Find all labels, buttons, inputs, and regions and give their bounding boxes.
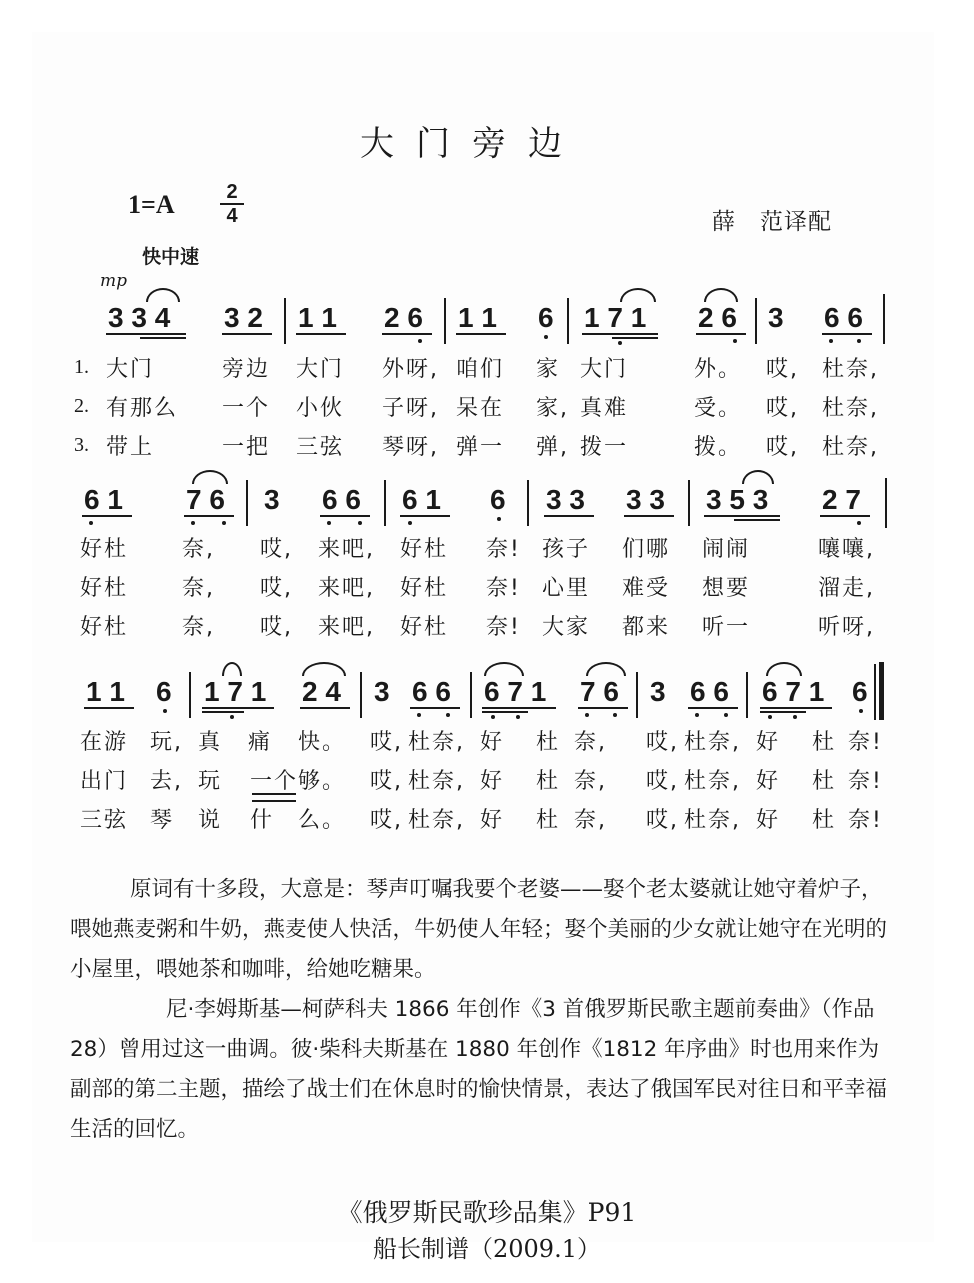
underline — [84, 707, 134, 709]
note-group: 6 — [538, 302, 554, 333]
low-octave-dot — [613, 713, 617, 717]
lyric: 哎, — [646, 808, 679, 833]
underline — [382, 333, 432, 335]
time-signature — [220, 182, 244, 226]
lyric: 杜奈, — [408, 808, 465, 833]
note-group: 7 6 — [186, 484, 225, 515]
underline — [202, 711, 244, 713]
note-group: 3 — [264, 484, 280, 515]
lyric: 外呀, — [382, 357, 439, 382]
note-group: 2 6 — [698, 302, 737, 333]
lyric: 杜奈, — [684, 808, 741, 833]
lyric: 好 — [480, 730, 505, 755]
lyric: 带上 — [106, 435, 155, 460]
lyric: 真 — [198, 730, 223, 755]
low-octave-dot — [516, 715, 520, 719]
underline — [704, 515, 780, 517]
underline — [400, 515, 450, 517]
low-octave-dot — [491, 715, 495, 719]
lyric: 好 — [480, 808, 505, 833]
underline — [688, 707, 738, 709]
lyric: 什 — [250, 808, 275, 833]
lyric: 奈, — [182, 576, 215, 601]
time-denominator: 4 — [226, 205, 238, 227]
bar-line — [384, 480, 386, 526]
bar-line — [470, 672, 472, 718]
bar-line — [567, 298, 569, 344]
low-octave-dot — [222, 521, 226, 525]
note-group: 3 5 3 — [706, 484, 769, 515]
lyric: 奈, — [574, 808, 607, 833]
underline — [106, 333, 186, 335]
lyric: 大门 — [580, 357, 629, 382]
bar-line — [636, 672, 638, 718]
lyric: 孩子 — [542, 537, 591, 562]
lyric: 一把 — [222, 435, 271, 460]
bar-line — [527, 480, 529, 526]
lyric: 哎, — [766, 396, 799, 421]
lyric: 哎, — [260, 537, 293, 562]
verse-number: 1. — [74, 356, 89, 378]
translator-credit: 薛 范译配 — [712, 209, 832, 235]
underline — [222, 333, 272, 335]
bar-line — [360, 672, 362, 718]
lyric: 听呀, — [818, 615, 875, 640]
note-group: 3 3 4 — [108, 302, 171, 333]
lyric: 说 — [198, 808, 223, 833]
bar-line — [883, 294, 885, 344]
lyric: 好杜 — [400, 615, 449, 640]
lyric: 三弦 — [296, 435, 345, 460]
underline — [482, 711, 528, 713]
lyric: 哎, — [260, 576, 293, 601]
lyric: 好杜 — [80, 576, 129, 601]
bar-line — [885, 478, 887, 528]
low-octave-dot — [695, 713, 699, 717]
low-octave-dot — [544, 335, 548, 339]
lyric: 么。 — [298, 808, 347, 833]
note-group: 6 6 — [824, 302, 863, 333]
melisma-underline — [252, 793, 296, 802]
lyric: 杜 — [536, 808, 561, 833]
bar-line — [755, 298, 757, 344]
notes-paragraph-2: 尼·李姆斯基—柯萨科夫 1866 年创作《3 首俄罗斯民歌主题前奏曲》（作品 28）曾用过这一曲调。彼·柴科夫斯基在 1880 年创作《1812 年序曲》时也用来作为副部的第二主题，描绘了战士们在休息时的愉快情景，表达了俄国军民对往日和平幸福生活的回忆。 — [70, 997, 888, 1142]
low-octave-dot — [191, 521, 195, 525]
note-group: 6 — [852, 676, 868, 707]
lyric: 杜 — [536, 769, 561, 794]
lyric: 玩 — [198, 769, 223, 794]
note-group: 1 1 — [298, 302, 337, 333]
note-group: 3 2 — [224, 302, 263, 333]
lyric: 奈! — [848, 769, 883, 794]
lyric: 好 — [756, 730, 781, 755]
lyric: 出门 — [80, 769, 129, 794]
lyric: 奈! — [486, 615, 521, 640]
lyric: 奈! — [848, 808, 883, 833]
lyric: 们哪 — [622, 537, 671, 562]
lyric: 杜 — [812, 769, 837, 794]
low-octave-dot — [163, 709, 167, 713]
low-octave-dot — [408, 521, 412, 525]
bar-line — [246, 480, 248, 526]
lyric: 拨一 — [580, 435, 629, 460]
lyric: 杜奈, — [408, 769, 465, 794]
note-group: 6 6 — [690, 676, 729, 707]
lyric: 大家 — [542, 615, 591, 640]
lyric: 玩, — [150, 730, 183, 755]
underline — [582, 333, 658, 335]
verse-number: 3. — [74, 434, 89, 456]
lyric: 哎, — [766, 435, 799, 460]
underline — [320, 515, 370, 517]
tempo-marking: 快中速 — [142, 246, 200, 268]
underline — [760, 711, 806, 713]
underline — [140, 337, 186, 339]
lyric: 哎, — [646, 769, 679, 794]
lyric: 好杜 — [400, 537, 449, 562]
lyric: 在游 — [80, 730, 129, 755]
underline — [734, 519, 780, 521]
low-octave-dot — [446, 713, 450, 717]
underline — [82, 515, 132, 517]
lyric: 哎, — [370, 808, 403, 833]
underline — [544, 515, 594, 517]
lyric: 溜走, — [818, 576, 875, 601]
lyric: 好杜 — [80, 537, 129, 562]
note-group: 1 1 — [86, 676, 125, 707]
lyric: 旁边 — [222, 357, 271, 382]
bar-line — [284, 298, 286, 344]
lyric: 奈, — [182, 537, 215, 562]
lyric: 杜奈, — [822, 357, 879, 382]
lyric: 难受 — [622, 576, 671, 601]
note-group: 6 1 — [84, 484, 123, 515]
low-octave-dot — [89, 521, 93, 525]
low-octave-dot — [768, 715, 772, 719]
lyric: 奈! — [486, 537, 521, 562]
underline — [300, 707, 350, 709]
note-group: 1 7 1 — [204, 676, 267, 707]
lyric: 杜奈, — [684, 730, 741, 755]
low-octave-dot — [497, 517, 501, 521]
lyric: 奈! — [848, 730, 883, 755]
underline — [822, 333, 872, 335]
lyric: 哎, — [766, 357, 799, 382]
note-group: 2 7 — [822, 484, 861, 515]
note-group: 6 6 — [412, 676, 451, 707]
low-octave-dot — [358, 521, 362, 525]
note-group: 2 6 — [384, 302, 423, 333]
underline — [410, 707, 460, 709]
low-octave-dot — [857, 339, 861, 343]
dynamic-marking: mp — [100, 271, 128, 291]
lyric: 嚷嚷, — [818, 537, 875, 562]
lyric: 外。 — [694, 357, 743, 382]
underline — [760, 707, 832, 709]
bar-line — [746, 672, 748, 718]
low-octave-dot — [793, 715, 797, 719]
lyric: 真难 — [580, 396, 629, 421]
low-octave-dot — [829, 339, 833, 343]
lyric: 大门 — [296, 357, 345, 382]
note-group: 6 — [156, 676, 172, 707]
final-bar-thin — [874, 664, 876, 720]
lyric: 奈! — [486, 576, 521, 601]
lyric: 好杜 — [400, 576, 449, 601]
bar-line — [444, 298, 446, 344]
note-group: 1 1 — [458, 302, 497, 333]
underline — [202, 707, 274, 709]
note-group: 7 6 — [580, 676, 619, 707]
lyric: 去, — [150, 769, 183, 794]
note-group: 6 7 1 — [762, 676, 825, 707]
underline — [624, 515, 674, 517]
lyric: 听一 — [702, 615, 751, 640]
lyric: 痛 — [248, 730, 273, 755]
note-group: 3 — [650, 676, 666, 707]
underline — [184, 515, 234, 517]
lyric: 快。 — [298, 730, 347, 755]
lyric: 来吧, — [318, 615, 375, 640]
low-octave-dot — [733, 339, 737, 343]
lyric: 闹闹 — [702, 537, 751, 562]
lyric: 一个够。 — [250, 769, 347, 794]
lyric: 弹一 — [456, 435, 505, 460]
key-signature: 1=A — [128, 190, 175, 219]
low-octave-dot — [230, 715, 234, 719]
lyric: 一个 — [222, 396, 271, 421]
lyric: 奈, — [182, 615, 215, 640]
lyric: 杜奈, — [684, 769, 741, 794]
bar-line — [688, 480, 690, 526]
lyric: 心里 — [542, 576, 591, 601]
lyric: 想要 — [702, 576, 751, 601]
lyric: 拨。 — [694, 435, 743, 460]
lyric: 好 — [480, 769, 505, 794]
low-octave-dot — [859, 709, 863, 713]
note-group: 6 7 1 — [484, 676, 547, 707]
lyric: 哎, — [646, 730, 679, 755]
note-group: 2 4 — [302, 676, 341, 707]
lyric: 杜奈, — [822, 396, 879, 421]
underline — [820, 515, 870, 517]
lyric: 受。 — [694, 396, 743, 421]
note-group: 3 — [768, 302, 784, 333]
lyric: 小伙 — [296, 396, 345, 421]
song-title: 大门旁边 — [360, 124, 584, 164]
lyric: 奈, — [574, 769, 607, 794]
lyric: 哎, — [370, 730, 403, 755]
lyric: 琴 — [150, 808, 175, 833]
note-group: 3 — [374, 676, 390, 707]
lyric: 哎, — [370, 769, 403, 794]
note-group: 3 3 — [546, 484, 585, 515]
verse-number: 2. — [74, 395, 89, 417]
lyric: 哎, — [260, 615, 293, 640]
lyric: 杜 — [812, 730, 837, 755]
bar-line — [189, 672, 191, 718]
note-group: 6 1 — [402, 484, 441, 515]
low-octave-dot — [857, 521, 861, 525]
underline — [482, 707, 556, 709]
underline — [296, 333, 346, 335]
lyric: 大门 — [106, 357, 155, 382]
notes-paragraph-1: 原词有十多段，大意是：琴声叮嘱我要个老婆——娶个老太婆就让她守着炉子，喂她燕麦粥和牛奶，燕麦使人快活，牛奶使人年轻；娶个美丽的少女就让她守在光明的小屋里，喂她茶和咖啡，给她吃糖果。 — [70, 877, 888, 982]
final-bar-thick — [879, 662, 884, 720]
underline — [696, 333, 746, 335]
lyric: 琴呀, — [382, 435, 439, 460]
underline — [456, 333, 506, 335]
low-octave-dot — [417, 713, 421, 717]
lyric: 有那么 — [106, 396, 179, 421]
lyric: 弹, — [536, 435, 569, 460]
low-octave-dot — [585, 713, 589, 717]
source-citation: 《俄罗斯民歌珍品集》P91 — [337, 1198, 637, 1227]
note-group: 6 6 — [322, 484, 361, 515]
lyric: 呆在 — [456, 396, 505, 421]
low-octave-dot — [618, 341, 622, 345]
lyric: 三弦 — [80, 808, 129, 833]
lyric: 咱们 — [456, 357, 505, 382]
low-octave-dot — [724, 713, 728, 717]
underline — [612, 337, 658, 339]
lyric: 杜 — [536, 730, 561, 755]
note-group: 1 7 1 — [584, 302, 647, 333]
lyric: 家 — [536, 357, 561, 382]
lyric: 杜奈, — [822, 435, 879, 460]
lyric: 杜奈, — [408, 730, 465, 755]
lyric: 好 — [756, 808, 781, 833]
lyric: 好 — [756, 769, 781, 794]
lyric: 家, — [536, 396, 569, 421]
maker-credit: 船长制谱（2009.1） — [373, 1235, 601, 1263]
lyric: 奈, — [574, 730, 607, 755]
lyric: 来吧, — [318, 537, 375, 562]
lyric: 来吧, — [318, 576, 375, 601]
note-group: 6 — [490, 484, 506, 515]
lyric: 好杜 — [80, 615, 129, 640]
low-octave-dot — [327, 521, 331, 525]
low-octave-dot — [418, 339, 422, 343]
lyric: 子呀, — [382, 396, 439, 421]
lyric: 杜 — [812, 808, 837, 833]
lyric: 都来 — [622, 615, 671, 640]
time-numerator: 2 — [220, 182, 244, 205]
underline — [578, 707, 628, 709]
note-group: 3 3 — [626, 484, 665, 515]
